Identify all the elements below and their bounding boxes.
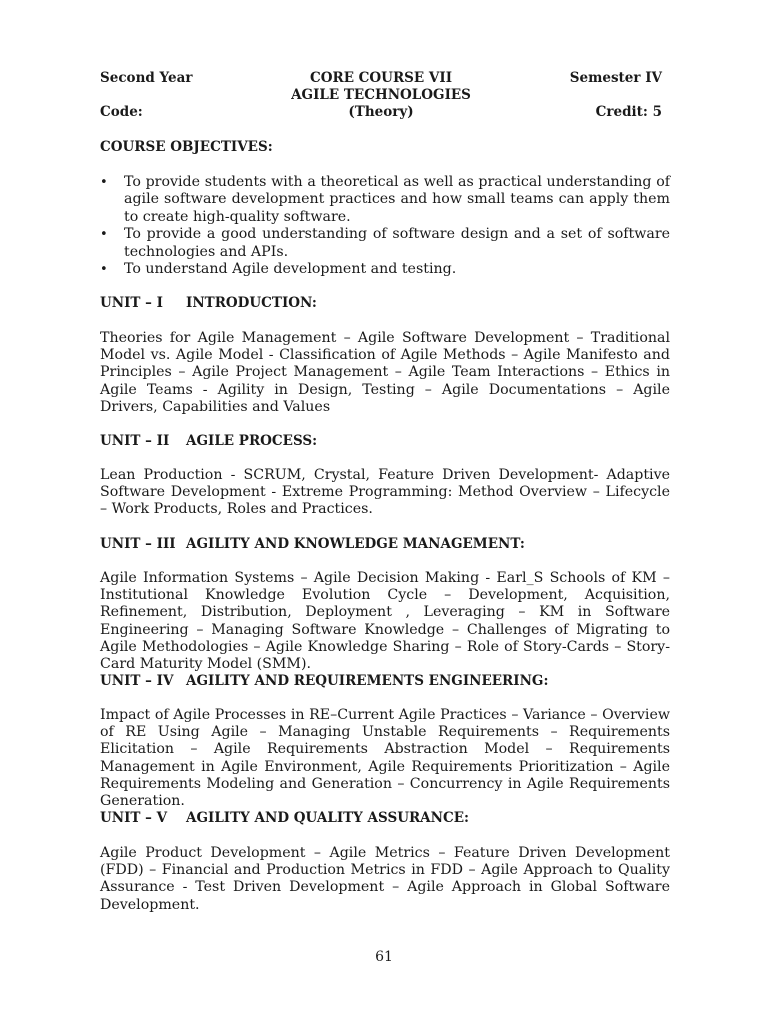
code-label: Code: [100, 104, 143, 120]
unit-1-content: Theories for Agile Management – Agile Software Development – Traditional Model vs. Agile Model - Classification of Agile Methods – Agile Manifesto and Principles – Agile Project Management – Agile Team Interactions – Ethics in Agile Teams - Agility in Design, Testing – Agile Documentations – Agile Drivers, Capabilities and Values [100, 330, 670, 415]
unit-title: AGILITY AND REQUIREMENTS ENGINEERING: [186, 673, 549, 689]
objective-item [100, 261, 670, 278]
unit-3-content: Agile Information Systems – Agile Decision Making - Earl_S Schools of KM – Institutional Knowledge Evolution Cycle – Development, Acquisition, Refinement, Distribution, Deployment , Leveraging – KM in Software Engineering – Managing Software Knowledge – Challenges of Migrating to Agile Methodologies – Agile Knowledge Sharing – Role of Story-Cards – Story-Card Maturity Model (SMM). [100, 570, 670, 673]
unit-title: INTRODUCTION: [186, 295, 317, 311]
credit-label: Credit: 5 [595, 104, 662, 120]
unit-number: UNIT – III [100, 536, 176, 552]
objective-text: To provide students with a theoretical as well as practical understanding of agile software development practices and how small teams can apply them to create high-quality software. [124, 174, 670, 225]
header-row-1 [100, 70, 662, 88]
unit-4-content: Impact of Agile Processes in RE–Current Agile Practices – Variance – Overview of RE Using Agile – Managing Unstable Requirements – Requirements Elicitation – Agile Requirements Abstraction Model – Requirements Management in Agile Environment, Agile Requirements Prioritization – Agile Requirements Modeling and Generation – Concurrency in Agile Requirements Generation. [100, 707, 670, 810]
unit-number: UNIT – IV [100, 673, 174, 689]
unit-number: UNIT – II [100, 433, 170, 449]
bullet-icon: • [100, 227, 108, 243]
unit-2-heading [100, 433, 317, 449]
course-label: CORE COURSE VII [309, 70, 453, 86]
header-row-3 [100, 104, 662, 122]
unit-3-heading [100, 536, 525, 552]
bullet-icon: • [100, 262, 108, 278]
subject-title: AGILE TECHNOLOGIES [291, 87, 471, 103]
bullet-icon: • [100, 175, 108, 190]
year-label: Second Year [100, 70, 193, 86]
course-type: (Theory) [348, 104, 414, 120]
objective-item [100, 226, 670, 261]
unit-5-content: Agile Product Development – Agile Metrics – Feature Driven Development (FDD) – Financial and Production Metrics in FDD – Agile Approach to Quality Assurance - Test Driven Development – Agile Approach in Global Software Development. [100, 845, 670, 913]
unit-1-heading [100, 295, 317, 311]
page-number: 61 [375, 949, 393, 965]
unit-title: AGILE PROCESS: [186, 433, 318, 449]
unit-5-heading [100, 810, 469, 826]
objective-text: To understand Agile development and testing. [124, 261, 457, 278]
objective-text: To provide a good understanding of software design and a set of software technologies and APIs. [124, 226, 670, 260]
header-row-2 [100, 87, 662, 105]
unit-title: AGILITY AND QUALITY ASSURANCE: [186, 810, 470, 826]
objectives-heading: COURSE OBJECTIVES: [100, 139, 273, 155]
unit-title: AGILITY AND KNOWLEDGE MANAGEMENT: [186, 536, 525, 552]
semester-label: Semester IV [569, 70, 662, 86]
unit-number: UNIT – V [100, 810, 168, 826]
unit-number: UNIT – I [100, 295, 163, 311]
objective-item [100, 174, 670, 226]
unit-2-content: Lean Production - SCRUM, Crystal, Feature Driven Development- Adaptive Software Development - Extreme Programming: Method Overview – Lifecycle – Work Products, Roles and Practices. [100, 467, 670, 518]
objectives-list [100, 174, 670, 278]
unit-4-heading [100, 673, 548, 689]
